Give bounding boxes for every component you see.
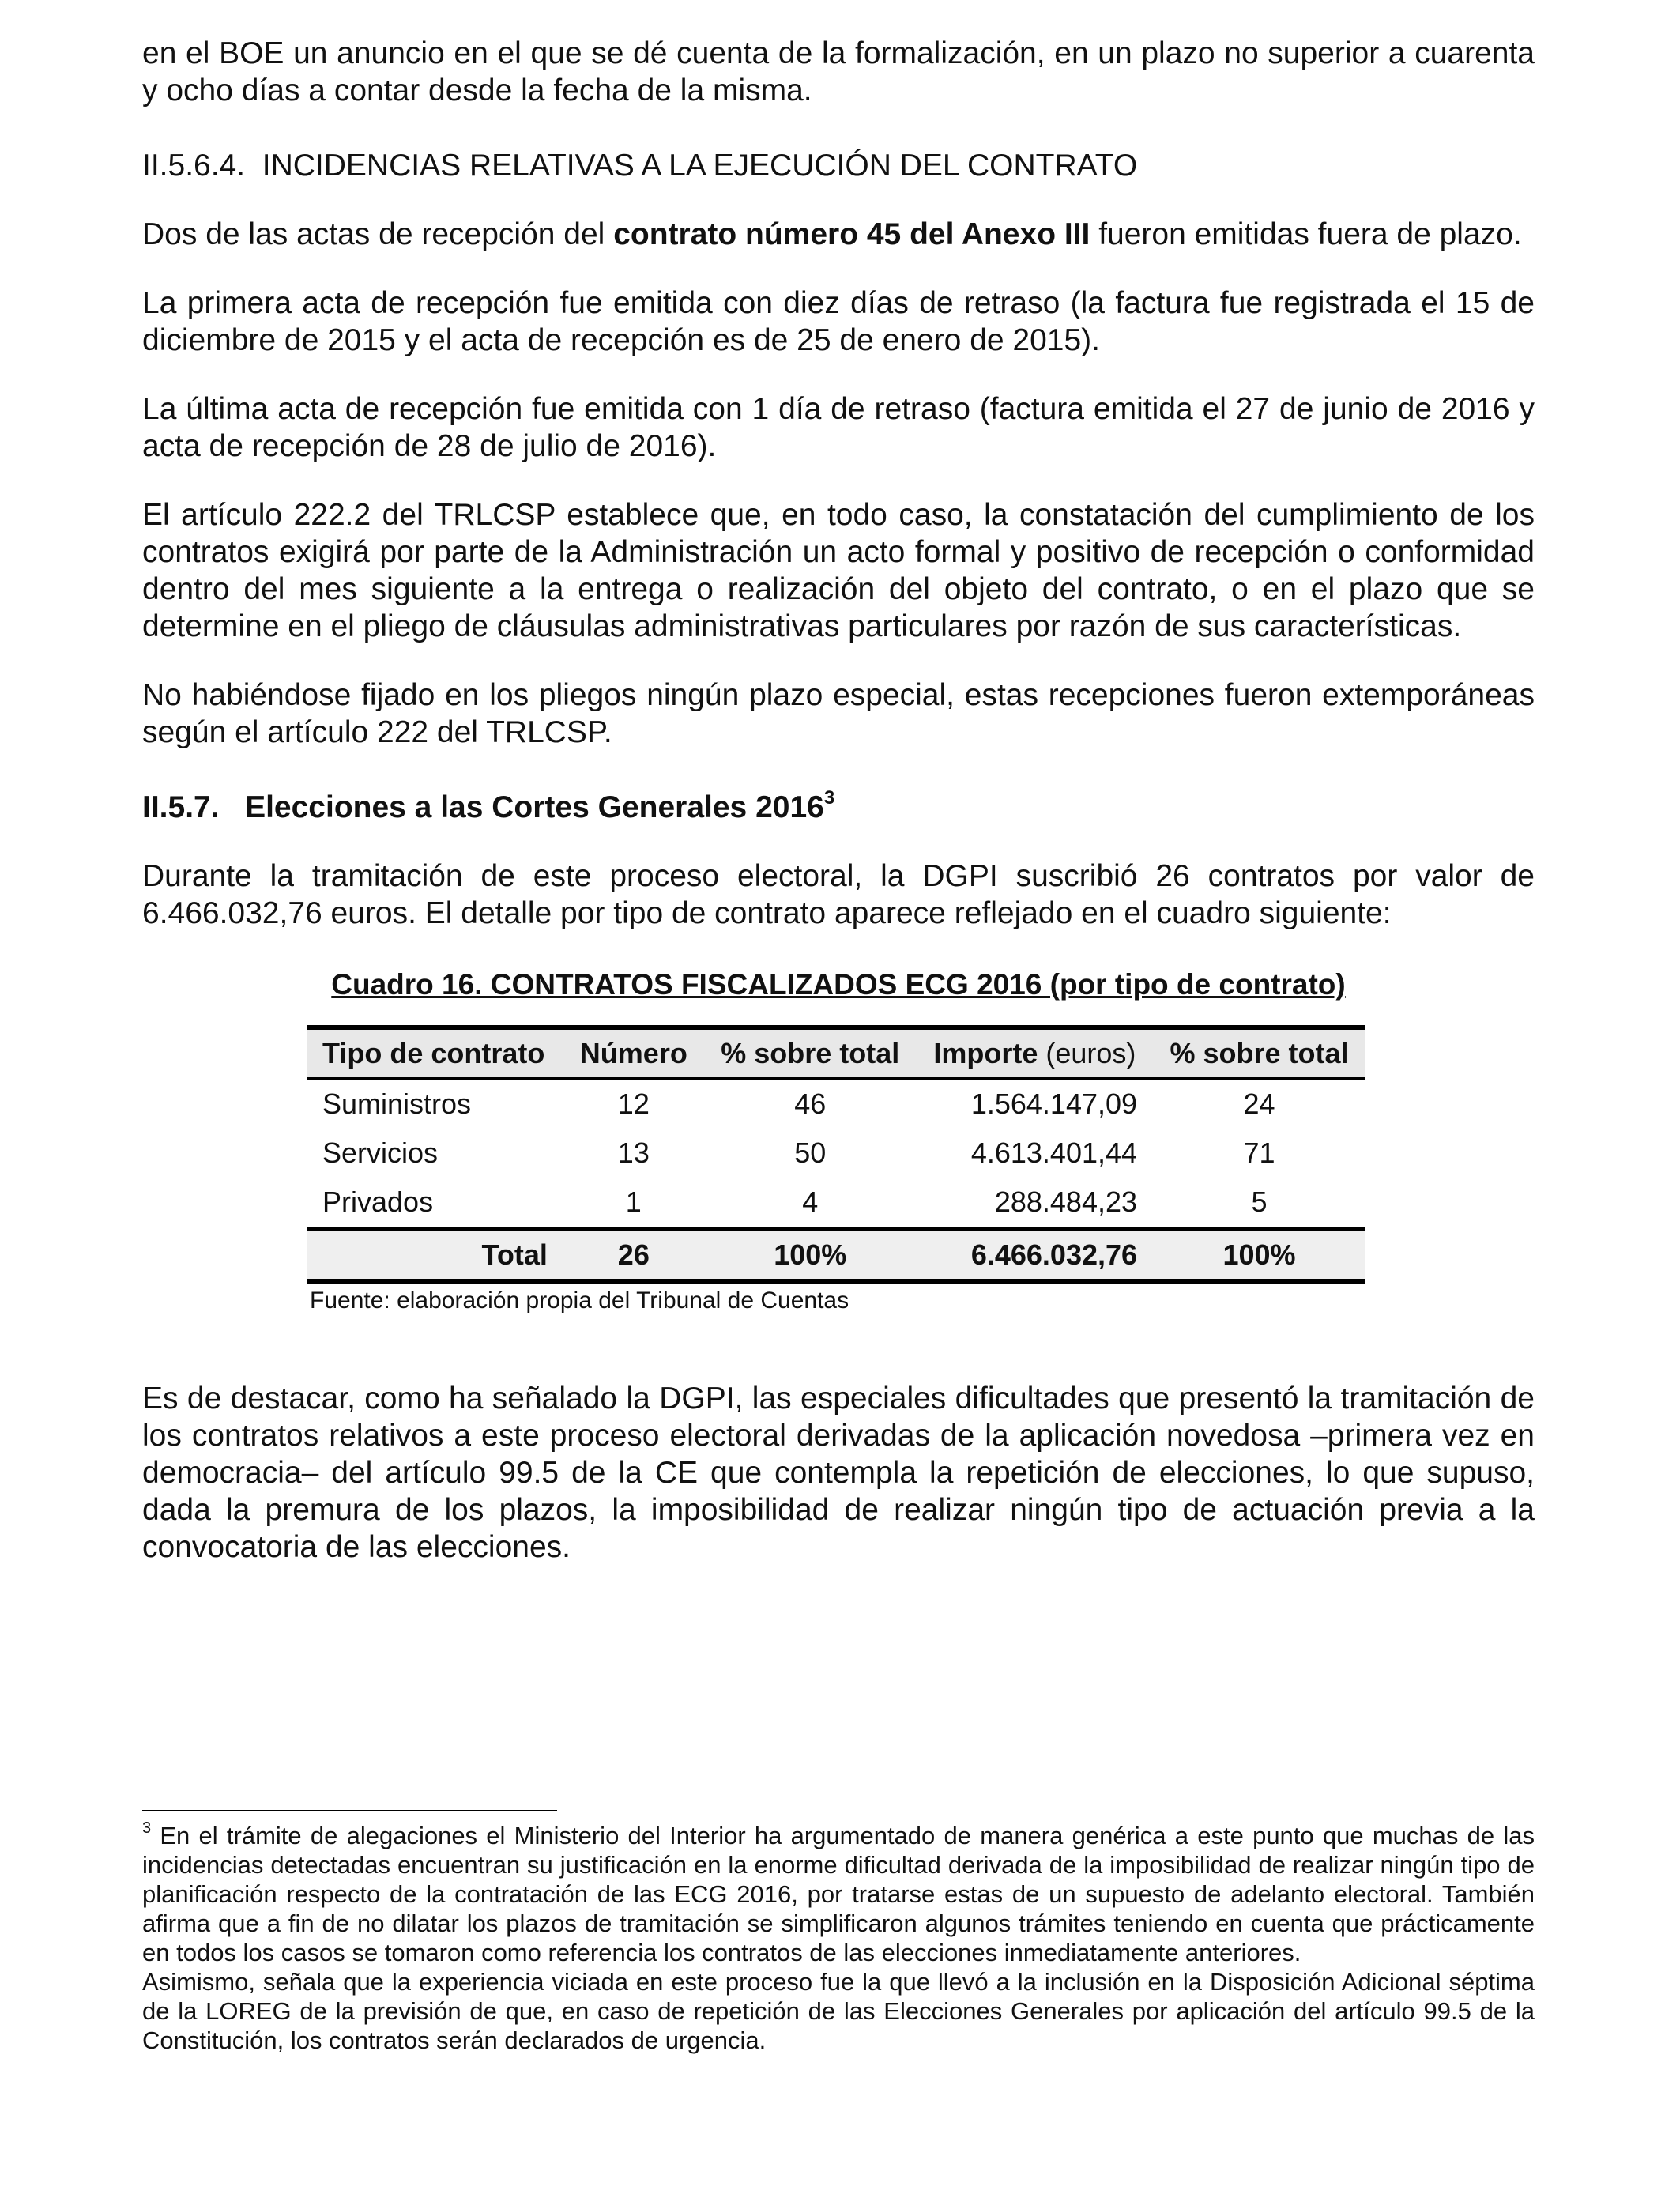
cell-pct1: 50 — [794, 1137, 827, 1169]
cell-importe: 1.564.147,09 — [970, 1088, 1138, 1120]
cell-pct1: 4 — [802, 1186, 819, 1218]
cell-tipo: Privados — [322, 1186, 434, 1218]
paragraph-ultima-acta: La última acta de recepción fue emitida con 1 día de retraso (factura emitida el 27 de junio de 2016 y acta de recepción de 28 de julio de 2016). — [142, 392, 1535, 463]
cell-importe: 288.484,23 — [994, 1186, 1138, 1218]
cell-pct2: 71 — [1243, 1137, 1275, 1169]
section-heading-elecciones — [142, 789, 1535, 826]
paragraph-actas-fuera-plazo — [142, 216, 1535, 253]
footnote-text: En el trámite de alegaciones el Ministerio del Interior ha argumentado de manera genérica a este punto que muchas de las incidencias detectadas encuentran su justificación en la enorme dificultad derivada de la imposibilidad de realizar ningún tipo de planificación respecto de la contratación de las ECG 2016, por tratarse estas de un supuesto de adelanto electoral. También afirma que a fin de no dilatar los plazos de tramitación se simplificaron algunos trámites teniendo en cuenta que prácticamente en todos los casos se tomaron como referencia los contratos de las elecciones inmediatamente anteriores. — [142, 1822, 1535, 1966]
cell-total-importe: 6.466.032,76 — [970, 1238, 1138, 1271]
paragraph-dificultades: Es de destacar, como ha señalado la DGPI, las especiales dificultades que presentó la tramitación de los contratos relativos a este proceso electoral derivadas de la aplicación novedosa –primera vez en democracia– del artículo 99.5 de la CE que contempla la repetición de elecciones, lo que supuso, dada la premura de los plazos, la imposibilidad de realizar ningún tipo de actuación previa a la convocatoria de las elecciones. — [142, 1382, 1535, 1564]
paragraph-extemporaneas: No habiéndose fijado en los pliegos ningún plazo especial, estas recepciones fueron extemporáneas según el artículo 222 del TRLCSP. — [142, 678, 1535, 749]
footnote-paragraph-2: Asimismo, señala que la experiencia viciada en este proceso fue la que llevó a la inclusión en la Disposición Adicional séptima de la LOREG de la previsión de que, en caso de repetición de las Elecciones Generales por aplicación del artículo 99.5 de la Constitución, los contratos serán declarados de urgencia. — [142, 1968, 1535, 2054]
cell-numero: 1 — [625, 1186, 642, 1218]
footnote — [142, 1821, 1535, 2055]
cell-numero: 12 — [617, 1088, 650, 1120]
cell-total-pct2: 100% — [1222, 1238, 1296, 1271]
cell-numero: 13 — [617, 1137, 650, 1169]
table-source: Fuente: elaboración propia del Tribunal de Cuentas — [310, 1287, 849, 1314]
footnote-number: 3 — [142, 1819, 152, 1837]
footnote-separator — [142, 1810, 557, 1811]
paragraph-tramitacion: Durante la tramitación de este proceso electoral, la DGPI suscribió 26 contratos por valor de 6.466.032,76 euros. El detalle por tipo de contrato aparece reflejado en el cuadro siguiente: — [142, 859, 1535, 930]
cell-pct2: 5 — [1251, 1186, 1268, 1218]
cell-tipo: Servicios — [322, 1137, 439, 1169]
cell-total-pct1: 100% — [774, 1238, 847, 1271]
document-page — [142, 35, 1535, 1566]
cell-total-numero: 26 — [617, 1238, 650, 1271]
table-row — [307, 1178, 1365, 1229]
footnote-paragraph-1 — [142, 1821, 1535, 1967]
table-row — [307, 1079, 1365, 1129]
table-title: Cuadro 16. CONTRATOS FISCALIZADOS ECG 2016 (por tipo de contrato) — [331, 968, 1346, 1001]
header-pct1: % sobre total — [721, 1037, 900, 1069]
heading-text: II.5.7. Elecciones a las Cortes Generales 2016 — [142, 790, 824, 824]
text-span: Dos de las actas de recepción del — [142, 217, 614, 251]
cell-pct2: 24 — [1243, 1088, 1275, 1120]
header-importe — [917, 1027, 1153, 1079]
cell-tipo: Suministros — [322, 1088, 472, 1120]
header-numero: Número — [579, 1037, 687, 1069]
cell-total-label: Total — [481, 1238, 548, 1271]
bold-contract-reference: contrato número 45 del Anexo III — [613, 217, 1090, 251]
header-tipo: Tipo de contrato — [322, 1037, 545, 1069]
header-pct2: % sobre total — [1170, 1037, 1349, 1069]
header-importe-label: Importe — [933, 1037, 1038, 1069]
cell-importe: 4.613.401,44 — [970, 1137, 1138, 1169]
paragraph-articulo-222: El artículo 222.2 del TRLCSP establece que, en todo caso, la constatación del cumplimiento de los contratos exigirá por parte de la Administración un acto formal y positivo de recepción o conformidad dentro del mes siguiente a la entrega o realización del objeto del contrato, o en el plazo que se determine en el pliego de cláusulas administrativas particulares por razón de sus características. — [142, 498, 1535, 643]
table-row — [307, 1129, 1365, 1178]
table-total-row — [307, 1229, 1365, 1281]
header-importe-unit: (euros) — [1038, 1037, 1136, 1069]
footnote-reference: 3 — [823, 787, 835, 809]
contracts-table — [307, 1025, 1365, 1284]
paragraph-boe-announcement: en el BOE un anuncio en el que se dé cuenta de la formalización, en un plazo no superior a cuarenta y ocho días a contar desde la fecha de la misma. — [142, 36, 1535, 107]
table-header-row — [307, 1027, 1365, 1079]
cell-pct1: 46 — [794, 1088, 827, 1120]
text-span: fueron emitidas fuera de plazo. — [1090, 217, 1522, 251]
paragraph-primera-acta: La primera acta de recepción fue emitida con diez días de retraso (la factura fue registrada el 15 de diciembre de 2015 y el acta de recepción es de 25 de enero de 2015). — [142, 286, 1535, 357]
section-heading-incidencias: II.5.6.4. INCIDENCIAS RELATIVAS A LA EJECUCIÓN DEL CONTRATO — [142, 149, 1138, 183]
